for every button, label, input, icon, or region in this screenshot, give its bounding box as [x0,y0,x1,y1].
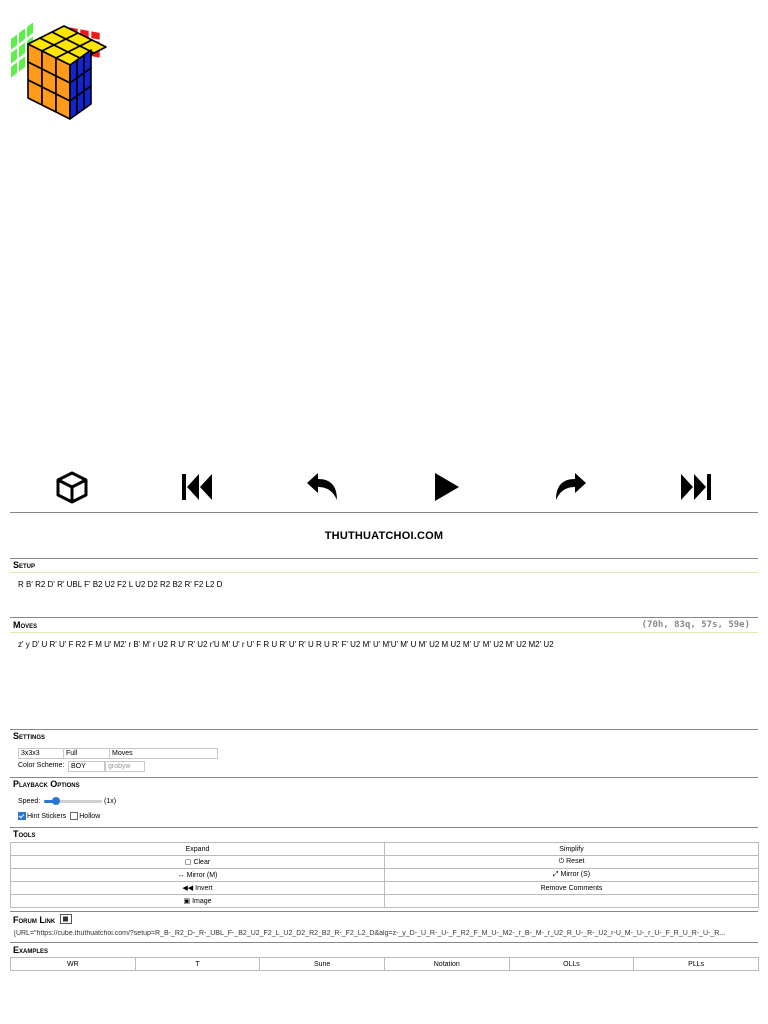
copy-icon[interactable] [60,914,72,924]
tools-row [11,895,759,908]
divider [10,617,758,618]
tool-icon: ▣ [183,898,191,905]
tool-button[interactable] [385,843,759,856]
moves-count-stats: (70h, 83q, 57s, 59e) [641,620,750,630]
puzzle-select[interactable]: 3x3x3 [18,748,64,759]
divider [10,911,758,912]
green-sticker [19,28,25,43]
setup-algorithm[interactable]: R B' R2 D' R' UBL F' B2 U2 F2 L U2 D2 R2 B2 R' F2 L2 D [18,580,223,589]
tool-icon: ◀◀ [182,885,194,892]
tool-button-label: Expand [185,845,210,853]
tool-button-label: Remove Comments [540,884,603,892]
color-scheme-input[interactable]: grobyw [105,761,145,772]
tool-button[interactable] [11,856,385,869]
start-button[interactable] [175,465,219,509]
red-sticker [91,31,99,39]
playback-options-heading: Playback Options [13,779,80,789]
cube-view-button[interactable] [50,465,94,509]
forum-link-url[interactable]: [URL="https://cube.thuthuatchoi.com/?setup=R_B-_R2_D-_R-_UBL_F-_B2_U2_F2_L_U2_D2_R2_B2_R-_F2_L2_D&alg=z-_y_D-_U_R-_U-_F_R2_F_M_U-_M2-_r_B-_M-_r_U2_R_U-_R-_U2_r-U_M-_U-_r_U-_F_R_U_R-_U-_R... [14,930,726,937]
tool-button-label: Simplify [559,845,584,853]
examples-heading: Examples [13,945,49,955]
tool-button[interactable] [385,882,759,895]
divider [10,512,758,513]
divider [10,827,758,828]
divider [10,777,758,778]
forum-link-label: Forum Link [13,915,56,925]
redo-move-button[interactable] [549,465,593,509]
divider [10,729,758,730]
site-title: THUTHUATCHOI.COM [324,530,444,542]
divider [10,632,758,633]
hollow-label: Hollow [79,812,101,820]
skip-to-end-icon [678,469,714,505]
tools-row [11,869,759,882]
green-sticker [11,62,17,77]
example-button[interactable]: Sune [260,958,385,971]
speed-value: (1x) [104,798,117,805]
examples-table [10,957,759,971]
example-button[interactable]: Notation [384,958,509,971]
hint-stickers-label: Hint Stickers [27,812,67,820]
forum-link-heading [13,914,72,925]
tool-empty-cell [385,895,759,908]
tools-row [11,882,759,895]
hint-stickers-checkbox[interactable] [18,812,26,820]
play-icon [428,469,464,505]
blue-sticker [70,96,77,119]
stage-select[interactable]: Full [63,748,110,759]
tool-button[interactable] [11,869,385,882]
playback-controls [10,462,758,512]
green-sticker [11,34,17,49]
tool-button-label: Clear [193,859,211,866]
tool-button-label: Reset [566,858,585,865]
tool-button[interactable] [385,856,759,869]
tools-table [10,842,759,908]
example-button[interactable]: OLLs [509,958,634,971]
skip-to-start-icon [179,469,215,505]
cube-main [28,26,106,119]
end-button[interactable] [674,465,718,509]
setup-heading: Setup [13,560,36,570]
hollow-checkbox[interactable] [70,812,78,820]
redo-arrow-icon [553,469,589,505]
divider [10,572,758,573]
tool-button-label: Mirror (S) [560,871,591,878]
green-sticker [11,48,17,63]
green-sticker [19,42,25,57]
tool-icon: ⏻ [558,858,565,865]
example-button[interactable]: PLLs [634,958,759,971]
speed-slider[interactable] [44,800,102,803]
example-button[interactable]: T [135,958,260,971]
tool-icon: ↔ [177,871,185,879]
play-button[interactable] [424,465,468,509]
divider [10,942,758,943]
tool-button[interactable] [385,869,759,882]
example-button[interactable]: WR [11,958,136,971]
tools-row [11,843,759,856]
tools-row [11,856,759,869]
rubiks-cube-logo [8,22,116,120]
settings-heading: Settings [13,731,46,741]
green-sticker [27,22,33,37]
tools-heading: Tools [13,829,36,839]
view-select[interactable]: Moves [109,748,218,759]
moves-algorithm[interactable]: z' y D' U R' U' F R2 F M U' M2' r B' M' r U2 R U' R' U2 r'U M' U' r U' F R U R' U' R' U R U R' F' U2 M' U' M'U' M' U M' U2 M U2 M' U' M' U2 M' U2 M2' U2 [18,640,554,649]
speed-slider-handle[interactable] [52,797,60,805]
tool-button[interactable] [11,882,385,895]
blue-sticker [84,86,91,109]
green-sticker [19,56,25,71]
cube-icon [54,469,90,505]
divider [10,558,758,559]
tool-button-label: Mirror (M) [186,871,218,879]
moves-heading: Moves [13,620,38,630]
speed-label: Speed: [18,798,41,805]
tool-icon: ▢ [184,859,192,866]
tool-button-label: Image [192,898,212,905]
blue-sticker [77,91,84,114]
color-scheme-select[interactable]: BOY [68,761,105,772]
tool-icon: ⤢ [552,871,559,878]
tool-button[interactable] [11,895,385,908]
hint-stickers-option[interactable] [18,812,100,820]
tool-button[interactable] [11,843,385,856]
undo-arrow-icon [304,469,340,505]
undo-move-button[interactable] [300,465,344,509]
color-scheme-label: Color Scheme: [18,762,65,769]
tool-button-label: Invert [195,885,213,892]
